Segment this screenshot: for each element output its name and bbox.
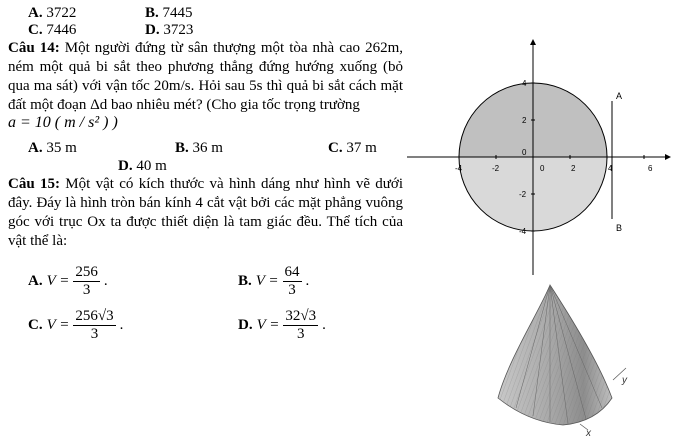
point-b-label: B [616,223,623,233]
prev-answer-b: B. 7445 [145,5,193,21]
q15-answer-c: C. V = $\frac{256√3}{3}$ . [28,308,124,342]
x-tick-label: -2 [492,164,500,173]
prev-answer-a: A. 3722 [28,5,77,21]
x-tick-label: -4 [455,164,463,173]
x-axis-arrow [665,154,671,160]
circle-graph [405,35,673,280]
q15-answer-a: A. V = $\frac{256}{3}$ . [28,264,108,298]
y-tick-label: 2 [522,116,527,125]
prev-answer-c: C. 7446 [28,22,77,38]
y-tick-label: -2 [519,190,527,199]
x-axis-label: x [586,428,591,437]
q15-answer-d: D. V = $\frac{32√3}{3}$ . [238,308,326,342]
prev-answer-d: D. 3723 [145,22,194,38]
q14-answer-d: D. 40 m [118,158,167,174]
q14-answer-c: C. 37 m [328,140,377,156]
gravity-formula: a = 10 ( m / s² ) ) [8,114,118,131]
x-tick-label: 4 [608,164,613,173]
q15-answer-b: B. V = $\frac{64}{3}$ . [238,264,310,298]
question-14-text: Câu 14: Một người đứng từ sân thượng một tòa nhà cao 262m, ném một quả bi sắt theo phương thẳng đứng hướng xuống (bỏ qua ma sát) với vận tốc 20m/s. Hỏi sau 5s thì quả bi sắt cách mặt đất một đoạn Δd bao nhiêu mét? (Cho gia tốc trọng trường [8,40,404,113]
question-15-text: Câu 15: Một vật có kích thước và hình dáng như hình vẽ dưới đây. Đáy là hình tròn bán kính 4 cắt vật bởi các mặt phẳng vuông góc với trục Ox ta được thiết diện là tam giác đều. Thể tích của vật thể là: [8,176,404,249]
y-tick-label: -4 [519,227,527,236]
y-tick-label: 4 [522,79,527,88]
x-tick-label: 0 [540,164,545,173]
solid-figure [488,280,638,437]
cone-mesh [498,285,612,425]
y-tick-label: 0 [522,148,527,157]
y-axis-arrow [530,39,536,45]
point-a-label: A [616,91,623,101]
x-tick-label: 6 [648,164,653,173]
q14-answer-b: B. 36 m [175,140,223,156]
q14-answer-a: A. 35 m [28,140,77,156]
y-axis-label: y [622,375,627,386]
x-tick-label: 2 [571,164,576,173]
